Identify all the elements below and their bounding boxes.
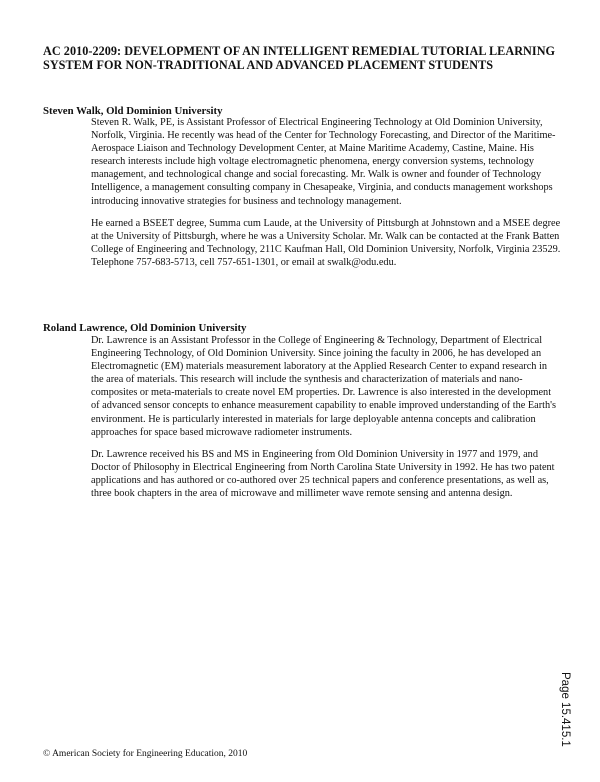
copyright-footer: © American Society for Engineering Education, 2010 [43, 749, 248, 759]
author-name-lawrence: Roland Lawrence, Old Dominion University [43, 322, 247, 334]
author-name-walk: Steven Walk, Old Dominion University [43, 105, 223, 117]
bio-paragraph: Dr. Lawrence received his BS and MS in Engineering from Old Dominion University in 1977 and 1979, and Doctor of Philosophy in Electrical Engineering from North Carolina State University in 1992. He has two patent applications and has authored or co-authored over 25 technical papers and conference presentations, as well as, three book chapters in the area of microwave and millimeter wave remote sensing and antenna design. [91, 448, 555, 500]
bio-paragraph: Steven R. Walk, PE, is Assistant Professor of Electrical Engineering Technology at Old Dominion University, Norfolk, Virginia. He recently was head of the Center for Technology Forecasting, and Director of the Maritime-Aerospace Liaison and Technology Development Center, at Maine Maritime Academy, Castine, Maine. His research interests include high voltage electromagnetic phenomena, energy conversion systems, technology management, and technological change and social forecasting. Mr. Walk is owner and founder of Technology Intelligence, a management consulting company in Chesapeake, Virginia, and conducts management workshops introducing innovative strategies for business and technology management. [91, 117, 556, 207]
bio-paragraph: He earned a BSEET degree, Summa cum Laude, at the University of Pittsburgh at Johnstown and a MSEE degree at the University of Pittsburgh, where he was a University Scholar. Mr. Walk can be contacted at the Frank Batten College of Engineering and Technology, 211C Kaufman Hall, Old Dominion University, Norfolk, Virginia 23529. Telephone 757-683-5713, cell 757-651-1301, or email at swalk@odu.edu. [91, 217, 561, 268]
paper-title: AC 2010-2209: DEVELOPMENT OF AN INTELLIGENT REMEDIAL TUTORIAL LEARNING SYSTEM FOR NON-TRADITIONAL AND ADVANCED PLACEMENT STUDENTS [43, 44, 556, 73]
author-bio-lawrence [91, 334, 561, 500]
page-number: Page 15.415.1 [559, 672, 571, 747]
bio-paragraph: Dr. Lawrence is an Assistant Professor in the College of Engineering & Technology, Department of Electrical Engineering Technology, of Old Dominion University. Since joining the faculty in 2006, he has developed an Electromagnetic (EM) materials measurement laboratory at the Applied Research Center to expand research in the area of materials. This research will include the synthesis and characterization of materials and nano-composites or meta-materials to create novel EM properties. Dr. Lawrence is also interested in the development of advanced sensor concepts to enhance measurement capability to enable improved understanding of the Earth's environment. He is particularly interested in materials for large deployable antenna concepts and calibration approaches for space based microwave radiometer instruments. [91, 335, 557, 438]
author-bio-walk [91, 116, 561, 269]
